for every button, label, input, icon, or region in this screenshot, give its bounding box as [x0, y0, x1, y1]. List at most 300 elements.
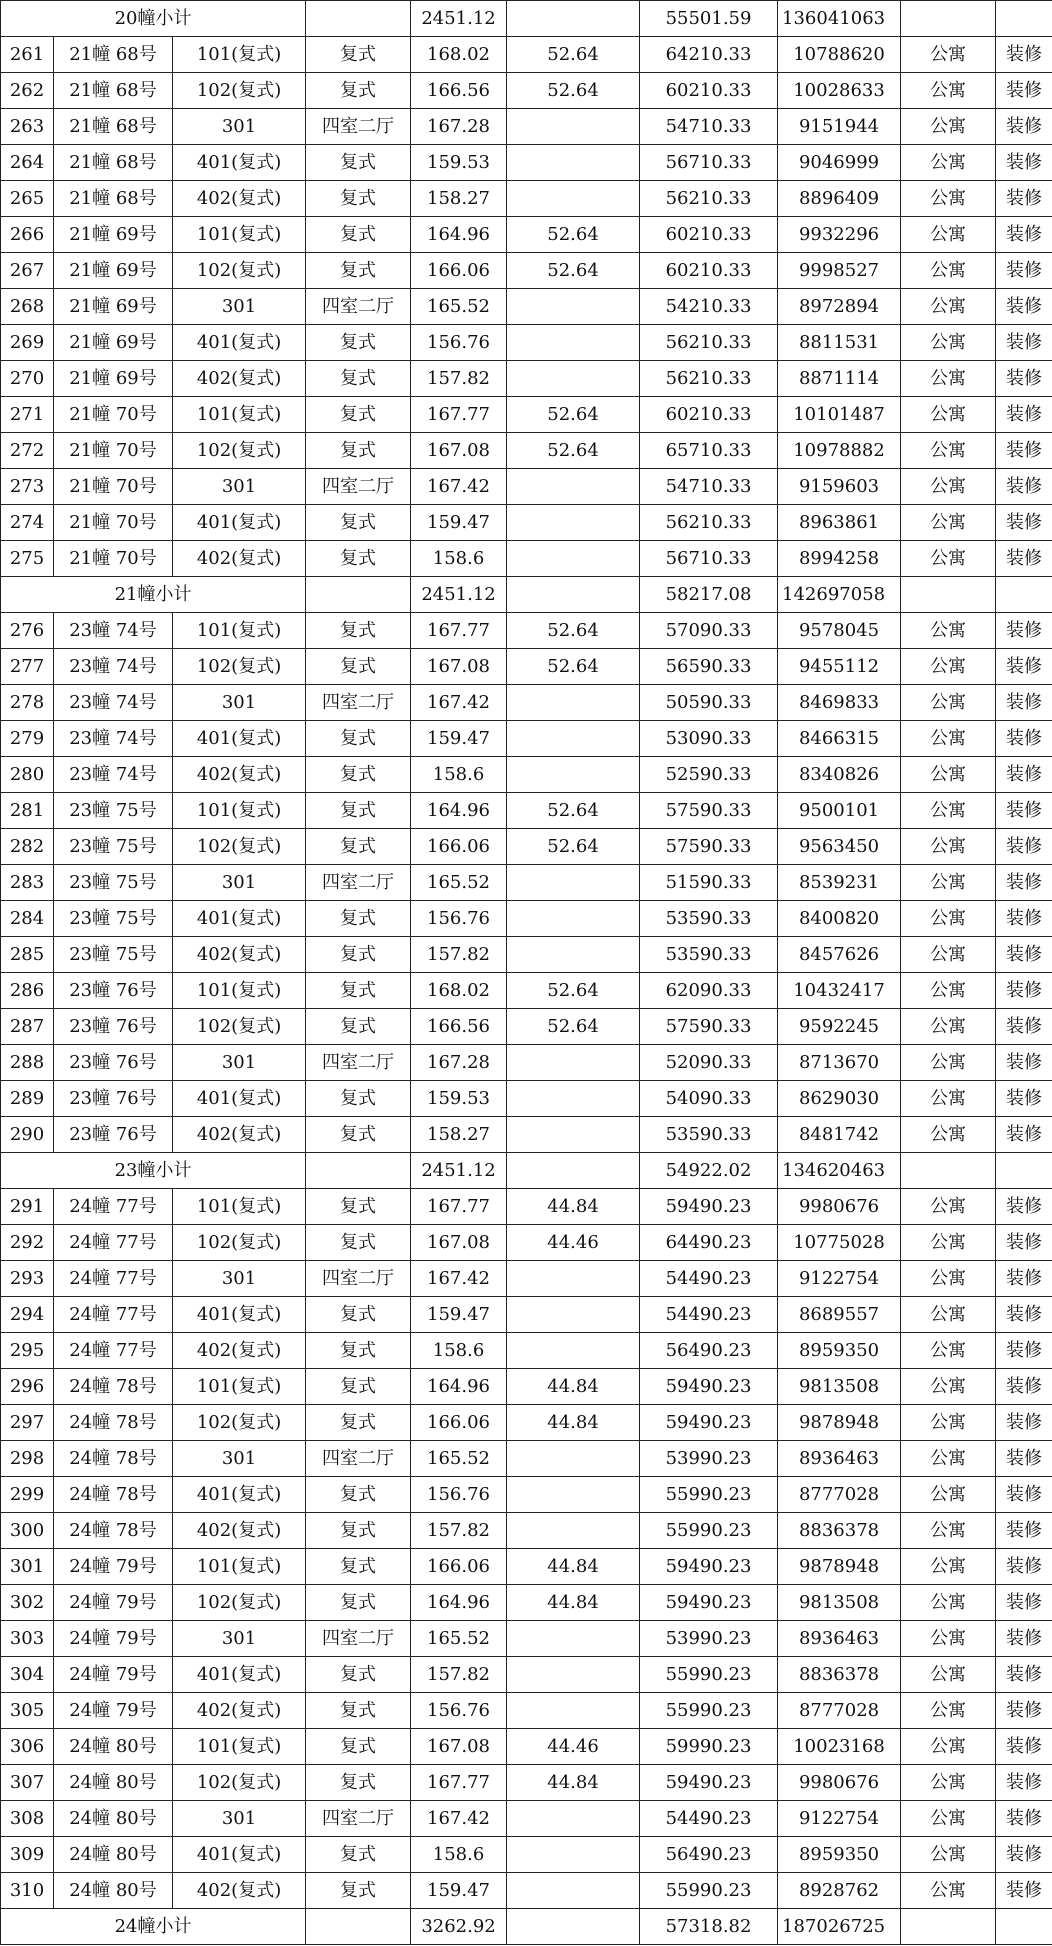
empty-cell	[901, 1153, 996, 1189]
extra-area: 52.64	[507, 829, 640, 865]
total-price: 9932296	[778, 217, 901, 253]
table-row	[1, 685, 1052, 721]
table-row	[1, 1801, 1052, 1837]
floor-area: 165.52	[411, 289, 507, 325]
usage: 公寓	[901, 757, 996, 793]
unit-label: 77号	[115, 1304, 157, 1325]
total-price: 8689557	[778, 1297, 901, 1333]
decoration: 装修	[996, 865, 1052, 901]
building-label: 23幢	[69, 620, 111, 641]
building-unit	[54, 1657, 173, 1693]
unit-label: 78号	[115, 1484, 157, 1505]
building-label: 24幢	[69, 1196, 111, 1217]
decoration: 装修	[996, 361, 1052, 397]
unit-label: 80号	[115, 1772, 157, 1793]
total-price: 8400820	[778, 901, 901, 937]
unit-label: 75号	[115, 800, 157, 821]
floor-area: 164.96	[411, 217, 507, 253]
usage: 公寓	[901, 613, 996, 649]
unit-label: 77号	[115, 1232, 157, 1253]
building-label: 21幢	[69, 404, 111, 425]
unit-label: 77号	[115, 1268, 157, 1289]
unit-price: 53590.33	[640, 901, 778, 937]
decoration: 装修	[996, 181, 1052, 217]
table-row	[1, 1225, 1052, 1261]
empty-cell	[901, 1909, 996, 1945]
subtotal-label: 21幢小计	[1, 577, 306, 613]
building-label: 23幢	[69, 872, 111, 893]
empty-cell	[306, 1, 411, 37]
building-unit	[54, 145, 173, 181]
usage: 公寓	[901, 1549, 996, 1585]
table-row	[1, 1513, 1052, 1549]
unit-label: 70号	[115, 476, 157, 497]
building-unit	[54, 1009, 173, 1045]
table-row	[1, 1477, 1052, 1513]
row-number: 279	[1, 721, 54, 757]
extra-area	[507, 1045, 640, 1081]
room-number: 102(复式)	[173, 433, 306, 469]
empty-cell	[901, 577, 996, 613]
extra-area	[507, 757, 640, 793]
extra-area: 52.64	[507, 37, 640, 73]
unit-price: 65710.33	[640, 433, 778, 469]
row-number: 286	[1, 973, 54, 1009]
building-label: 21幢	[69, 296, 111, 317]
layout-type: 复式	[306, 1297, 411, 1333]
row-number: 308	[1, 1801, 54, 1837]
unit-price: 59490.23	[640, 1189, 778, 1225]
floor-area: 156.76	[411, 1693, 507, 1729]
extra-area: 52.64	[507, 397, 640, 433]
building-label: 21幢	[69, 476, 111, 497]
extra-area	[507, 361, 640, 397]
row-number: 310	[1, 1873, 54, 1909]
decoration: 装修	[996, 1477, 1052, 1513]
row-number: 305	[1, 1693, 54, 1729]
total-price: 8777028	[778, 1693, 901, 1729]
extra-area	[507, 1333, 640, 1369]
building-unit	[54, 1189, 173, 1225]
building-unit	[54, 433, 173, 469]
floor-area: 166.56	[411, 1009, 507, 1045]
total-price: 8466315	[778, 721, 901, 757]
unit-price: 56210.33	[640, 181, 778, 217]
row-number: 297	[1, 1405, 54, 1441]
building-unit	[54, 901, 173, 937]
unit-label: 74号	[115, 692, 157, 713]
room-number: 402(复式)	[173, 757, 306, 793]
total-price: 9122754	[778, 1261, 901, 1297]
building-label: 23幢	[69, 1052, 111, 1073]
usage: 公寓	[901, 1225, 996, 1261]
unit-label: 75号	[115, 908, 157, 929]
room-number: 102(复式)	[173, 1765, 306, 1801]
building-unit	[54, 1297, 173, 1333]
unit-label: 78号	[115, 1376, 157, 1397]
layout-type: 复式	[306, 901, 411, 937]
extra-area	[507, 1117, 640, 1153]
table-row	[1, 361, 1052, 397]
room-number: 301	[173, 469, 306, 505]
building-unit	[54, 109, 173, 145]
floor-area: 158.6	[411, 757, 507, 793]
decoration: 装修	[996, 289, 1052, 325]
total-price: 8994258	[778, 541, 901, 577]
unit-price: 56710.33	[640, 541, 778, 577]
building-label: 23幢	[69, 1088, 111, 1109]
extra-area: 44.84	[507, 1369, 640, 1405]
floor-area: 156.76	[411, 901, 507, 937]
unit-label: 75号	[115, 944, 157, 965]
decoration: 装修	[996, 397, 1052, 433]
usage: 公寓	[901, 1801, 996, 1837]
table-row	[1, 1117, 1052, 1153]
unit-price: 52090.33	[640, 1045, 778, 1081]
unit-label: 69号	[115, 332, 157, 353]
total-price: 10101487	[778, 397, 901, 433]
row-number: 292	[1, 1225, 54, 1261]
usage: 公寓	[901, 1261, 996, 1297]
layout-type: 复式	[306, 973, 411, 1009]
empty-cell	[996, 1, 1052, 37]
extra-area	[507, 1621, 640, 1657]
unit-label: 80号	[115, 1844, 157, 1865]
room-number: 101(复式)	[173, 217, 306, 253]
usage: 公寓	[901, 433, 996, 469]
decoration: 装修	[996, 1441, 1052, 1477]
subtotal-area: 2451.12	[411, 577, 507, 613]
layout-type: 复式	[306, 505, 411, 541]
building-label: 23幢	[69, 944, 111, 965]
layout-type: 复式	[306, 793, 411, 829]
total-price: 9500101	[778, 793, 901, 829]
building-unit	[54, 1837, 173, 1873]
building-unit	[54, 1621, 173, 1657]
unit-price: 64210.33	[640, 37, 778, 73]
table-row	[1, 433, 1052, 469]
layout-type: 复式	[306, 1477, 411, 1513]
room-number: 402(复式)	[173, 937, 306, 973]
total-price: 9578045	[778, 613, 901, 649]
room-number: 401(复式)	[173, 325, 306, 361]
extra-area	[507, 145, 640, 181]
total-price: 8713670	[778, 1045, 901, 1081]
total-price: 9878948	[778, 1405, 901, 1441]
floor-area: 167.42	[411, 1801, 507, 1837]
building-label: 21幢	[69, 80, 111, 101]
room-number: 301	[173, 865, 306, 901]
unit-price: 55990.23	[640, 1873, 778, 1909]
room-number: 102(复式)	[173, 73, 306, 109]
building-unit	[54, 1225, 173, 1261]
room-number: 301	[173, 289, 306, 325]
extra-area	[507, 901, 640, 937]
room-number: 301	[173, 1045, 306, 1081]
floor-area: 167.77	[411, 613, 507, 649]
building-label: 24幢	[69, 1484, 111, 1505]
room-number: 402(复式)	[173, 1513, 306, 1549]
extra-area: 52.64	[507, 217, 640, 253]
building-label: 24幢	[69, 1268, 111, 1289]
row-number: 270	[1, 361, 54, 397]
building-unit	[54, 1477, 173, 1513]
usage: 公寓	[901, 1333, 996, 1369]
subtotal-area: 2451.12	[411, 1153, 507, 1189]
empty-cell	[507, 577, 640, 613]
room-number: 301	[173, 1441, 306, 1477]
floor-area: 164.96	[411, 793, 507, 829]
row-number: 264	[1, 145, 54, 181]
usage: 公寓	[901, 109, 996, 145]
subtotal-price: 55501.59	[640, 1, 778, 37]
building-label: 23幢	[69, 692, 111, 713]
unit-price: 54490.23	[640, 1261, 778, 1297]
decoration: 装修	[996, 325, 1052, 361]
subtotal-row	[1, 1909, 1052, 1945]
row-number: 276	[1, 613, 54, 649]
usage: 公寓	[901, 865, 996, 901]
building-unit	[54, 649, 173, 685]
table-row	[1, 325, 1052, 361]
layout-type: 复式	[306, 361, 411, 397]
floor-area: 158.6	[411, 1837, 507, 1873]
floor-area: 167.08	[411, 649, 507, 685]
floor-area: 167.42	[411, 685, 507, 721]
building-label: 24幢	[69, 1412, 111, 1433]
unit-label: 79号	[115, 1700, 157, 1721]
unit-label: 76号	[115, 980, 157, 1001]
building-label: 24幢	[69, 1880, 111, 1901]
table-row	[1, 613, 1052, 649]
decoration: 装修	[996, 721, 1052, 757]
building-unit	[54, 1369, 173, 1405]
room-number: 101(复式)	[173, 1549, 306, 1585]
table-row	[1, 649, 1052, 685]
building-label: 24幢	[69, 1376, 111, 1397]
decoration: 装修	[996, 937, 1052, 973]
building-label: 23幢	[69, 728, 111, 749]
decoration: 装修	[996, 1837, 1052, 1873]
table-row	[1, 1729, 1052, 1765]
floor-area: 157.82	[411, 1513, 507, 1549]
unit-price: 56490.23	[640, 1837, 778, 1873]
room-number: 301	[173, 685, 306, 721]
usage: 公寓	[901, 1765, 996, 1801]
layout-type: 复式	[306, 1693, 411, 1729]
layout-type: 复式	[306, 1369, 411, 1405]
subtotal-price: 54922.02	[640, 1153, 778, 1189]
usage: 公寓	[901, 1117, 996, 1153]
floor-area: 157.82	[411, 361, 507, 397]
total-price: 8972894	[778, 289, 901, 325]
row-number: 281	[1, 793, 54, 829]
room-number: 402(复式)	[173, 541, 306, 577]
floor-area: 167.77	[411, 1189, 507, 1225]
building-unit	[54, 325, 173, 361]
layout-type: 四室二厅	[306, 1801, 411, 1837]
total-price: 8963861	[778, 505, 901, 541]
usage: 公寓	[901, 685, 996, 721]
unit-price: 59990.23	[640, 1729, 778, 1765]
floor-area: 158.6	[411, 1333, 507, 1369]
building-unit	[54, 541, 173, 577]
usage: 公寓	[901, 145, 996, 181]
table-row	[1, 505, 1052, 541]
room-number: 102(复式)	[173, 1585, 306, 1621]
extra-area	[507, 325, 640, 361]
subtotal-price: 58217.08	[640, 577, 778, 613]
unit-label: 74号	[115, 620, 157, 641]
row-number: 284	[1, 901, 54, 937]
row-number: 275	[1, 541, 54, 577]
row-number: 300	[1, 1513, 54, 1549]
layout-type: 复式	[306, 1189, 411, 1225]
room-number: 101(复式)	[173, 1369, 306, 1405]
extra-area: 44.46	[507, 1729, 640, 1765]
table-row	[1, 73, 1052, 109]
empty-cell	[901, 1, 996, 37]
floor-area: 164.96	[411, 1585, 507, 1621]
total-price: 9592245	[778, 1009, 901, 1045]
unit-label: 74号	[115, 764, 157, 785]
extra-area	[507, 109, 640, 145]
floor-area: 168.02	[411, 973, 507, 1009]
layout-type: 复式	[306, 181, 411, 217]
extra-area: 44.84	[507, 1765, 640, 1801]
building-unit	[54, 1585, 173, 1621]
building-label: 24幢	[69, 1556, 111, 1577]
decoration: 装修	[996, 1369, 1052, 1405]
row-number: 298	[1, 1441, 54, 1477]
decoration: 装修	[996, 1225, 1052, 1261]
building-unit	[54, 253, 173, 289]
building-unit	[54, 1261, 173, 1297]
room-number: 301	[173, 1801, 306, 1837]
room-number: 101(复式)	[173, 973, 306, 1009]
room-number: 301	[173, 1261, 306, 1297]
total-price: 9813508	[778, 1585, 901, 1621]
total-price: 8469833	[778, 685, 901, 721]
layout-type: 复式	[306, 397, 411, 433]
floor-area: 156.76	[411, 325, 507, 361]
unit-price: 55990.23	[640, 1693, 778, 1729]
floor-area: 159.47	[411, 721, 507, 757]
unit-price: 59490.23	[640, 1549, 778, 1585]
unit-price: 57590.33	[640, 793, 778, 829]
layout-type: 四室二厅	[306, 469, 411, 505]
usage: 公寓	[901, 1657, 996, 1693]
usage: 公寓	[901, 73, 996, 109]
subtotal-row	[1, 1153, 1052, 1189]
unit-label: 76号	[115, 1088, 157, 1109]
room-number: 401(复式)	[173, 901, 306, 937]
table-row	[1, 793, 1052, 829]
layout-type: 四室二厅	[306, 685, 411, 721]
table-row	[1, 1009, 1052, 1045]
room-number: 301	[173, 1621, 306, 1657]
row-number: 274	[1, 505, 54, 541]
unit-label: 69号	[115, 260, 157, 281]
decoration: 装修	[996, 217, 1052, 253]
floor-area: 166.06	[411, 253, 507, 289]
usage: 公寓	[901, 1873, 996, 1909]
layout-type: 复式	[306, 1009, 411, 1045]
room-number: 401(复式)	[173, 1081, 306, 1117]
layout-type: 复式	[306, 253, 411, 289]
usage: 公寓	[901, 1297, 996, 1333]
table-row	[1, 541, 1052, 577]
subtotal-price: 57318.82	[640, 1909, 778, 1945]
total-price: 10978882	[778, 433, 901, 469]
unit-label: 69号	[115, 368, 157, 389]
layout-type: 四室二厅	[306, 1621, 411, 1657]
layout-type: 四室二厅	[306, 865, 411, 901]
room-number: 102(复式)	[173, 1009, 306, 1045]
unit-label: 70号	[115, 512, 157, 533]
decoration: 装修	[996, 1765, 1052, 1801]
decoration: 装修	[996, 1405, 1052, 1441]
extra-area: 44.84	[507, 1405, 640, 1441]
extra-area	[507, 685, 640, 721]
layout-type: 复式	[306, 1405, 411, 1441]
subtotal-area: 3262.92	[411, 1909, 507, 1945]
room-number: 101(复式)	[173, 793, 306, 829]
unit-label: 76号	[115, 1016, 157, 1037]
row-number: 290	[1, 1117, 54, 1153]
total-price: 9980676	[778, 1189, 901, 1225]
table-row	[1, 1045, 1052, 1081]
table-row	[1, 901, 1052, 937]
usage: 公寓	[901, 1477, 996, 1513]
building-label: 24幢	[69, 1772, 111, 1793]
extra-area	[507, 181, 640, 217]
building-label: 23幢	[69, 764, 111, 785]
room-number: 101(复式)	[173, 1189, 306, 1225]
building-unit	[54, 865, 173, 901]
floor-area: 167.42	[411, 469, 507, 505]
unit-label: 80号	[115, 1736, 157, 1757]
unit-label: 74号	[115, 728, 157, 749]
row-number: 302	[1, 1585, 54, 1621]
decoration: 装修	[996, 145, 1052, 181]
unit-price: 56210.33	[640, 505, 778, 541]
usage: 公寓	[901, 397, 996, 433]
building-label: 23幢	[69, 800, 111, 821]
extra-area	[507, 1081, 640, 1117]
decoration: 装修	[996, 973, 1052, 1009]
row-number: 301	[1, 1549, 54, 1585]
building-label: 23幢	[69, 908, 111, 929]
total-price: 8871114	[778, 361, 901, 397]
usage: 公寓	[901, 1837, 996, 1873]
floor-area: 164.96	[411, 1369, 507, 1405]
building-unit	[54, 181, 173, 217]
layout-type: 复式	[306, 1513, 411, 1549]
unit-price: 55990.23	[640, 1477, 778, 1513]
table-row	[1, 1693, 1052, 1729]
unit-price: 54490.23	[640, 1801, 778, 1837]
subtotal-row	[1, 577, 1052, 613]
building-unit	[54, 361, 173, 397]
unit-price: 54710.33	[640, 469, 778, 505]
subtotal-area: 2451.12	[411, 1, 507, 37]
table-row	[1, 109, 1052, 145]
decoration: 装修	[996, 1549, 1052, 1585]
room-number: 402(复式)	[173, 181, 306, 217]
subtotal-label: 24幢小计	[1, 1909, 306, 1945]
room-number: 101(复式)	[173, 397, 306, 433]
